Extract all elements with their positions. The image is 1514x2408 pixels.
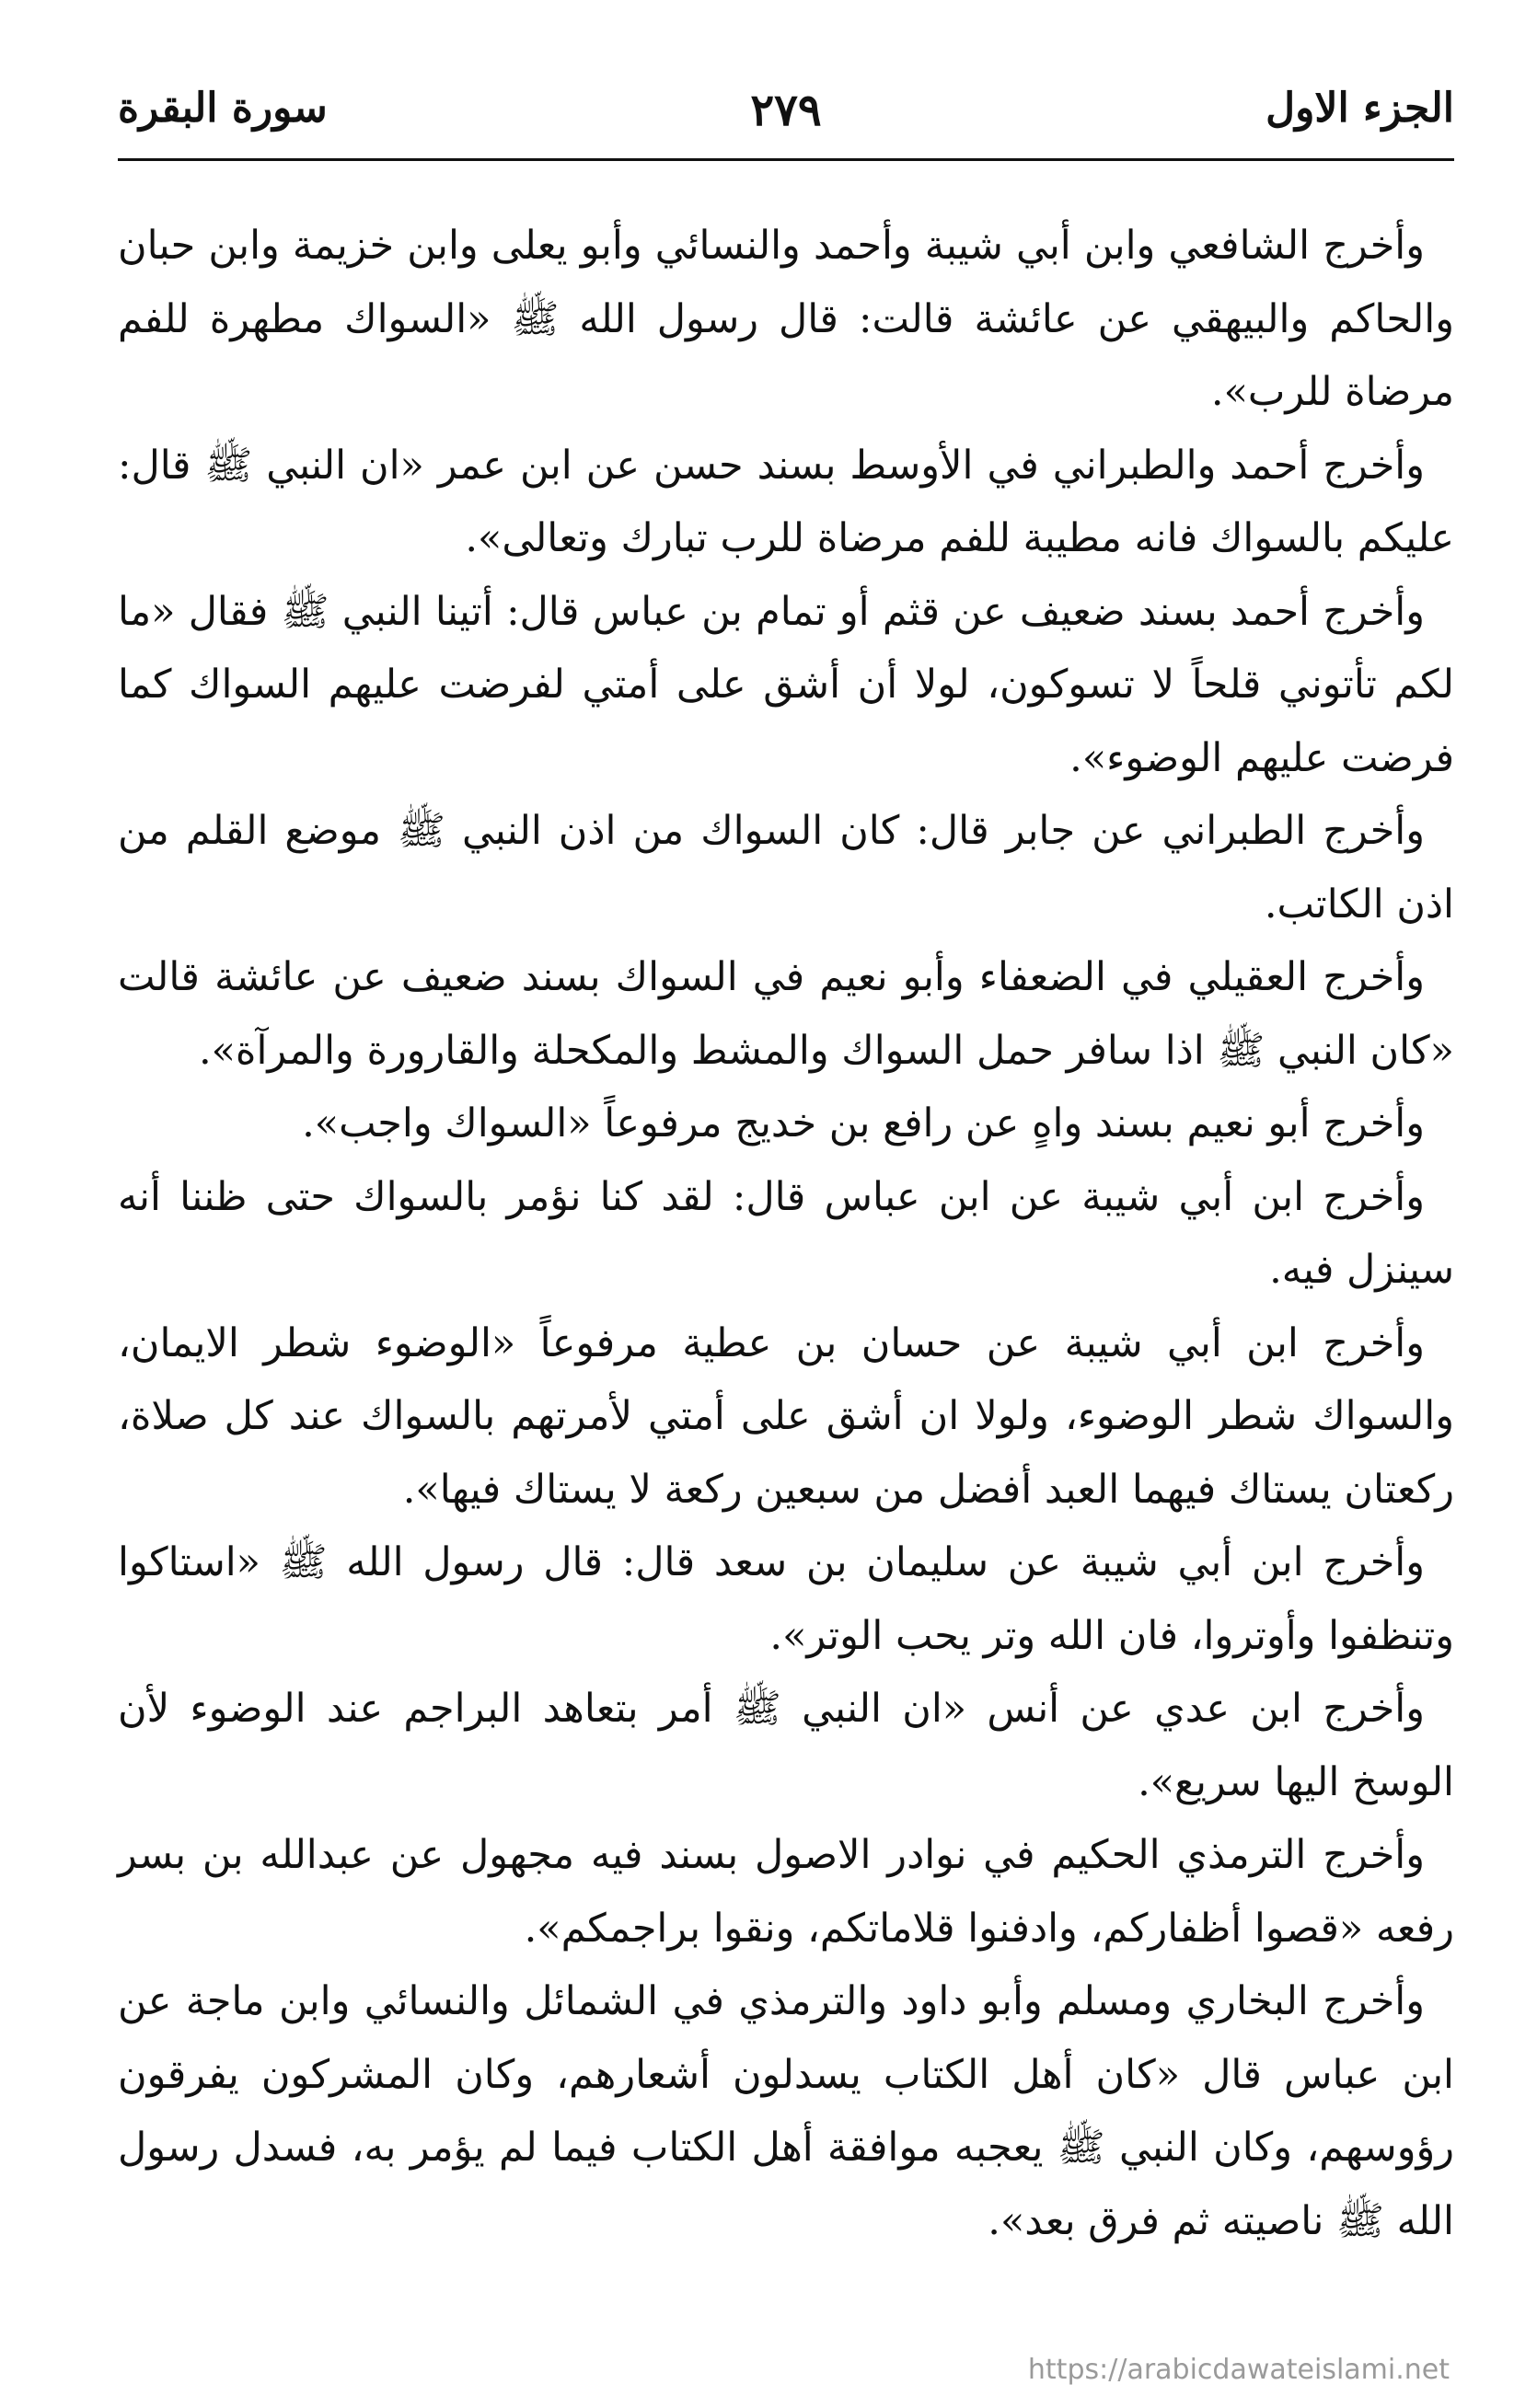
paragraph bbox=[118, 210, 1454, 430]
paragraph bbox=[118, 941, 1454, 1088]
page-body bbox=[118, 210, 1454, 2258]
paragraph-text: وأخرج الطبراني عن جابر قال: كان السواك من اذن النبي ﷺ موضع القلم من اذن الكاتب. bbox=[118, 808, 1454, 927]
paragraph bbox=[118, 576, 1454, 796]
part-title: الجزء الاول bbox=[1266, 85, 1454, 132]
page-number: ٢٧٩ bbox=[750, 85, 822, 136]
paragraph-text: وأخرج أحمد والطبراني في الأوسط بسند حسن عن ابن عمر «ان النبي ﷺ قال: عليكم بالسواك فانه مطيبة للفم مرضاة للرب تبارك وتعالى». bbox=[118, 442, 1454, 561]
paragraph-text: وأخرج الترمذي الحكيم في نوادر الاصول بسند فيه مجهول عن عبدالله بن بسر رفعه «قصوا أظفاركم، وادفنوا قلاماتكم، ونقوا براجمكم». bbox=[118, 1832, 1454, 1952]
page-header bbox=[118, 85, 1454, 149]
paragraph bbox=[118, 1673, 1454, 1819]
paragraph bbox=[118, 1308, 1454, 1527]
watermark-url: https://arabicdawateislami.net bbox=[1027, 2354, 1450, 2386]
paragraph bbox=[118, 430, 1454, 576]
surah-title: سورة البقرة bbox=[118, 85, 328, 132]
paragraph bbox=[118, 1819, 1454, 1965]
paragraph-text: وأخرج ابن أبي شيبة عن حسان بن عطية مرفوعاً «الوضوء شطر الايمان، والسواك شطر الوضوء، ولولا ان أشق على أمتي لأمرتهم بالسواك عند كل صلاة، ركعتان يستاك فيهما العبد أفضل من سبعين ركعة لا يستاك فيها». bbox=[118, 1319, 1454, 1513]
paragraph-text: وأخرج أبو نعيم بسند واهٍ عن رافع بن خديج مرفوعاً «السواك واجب». bbox=[302, 1100, 1425, 1146]
paragraph bbox=[118, 795, 1454, 941]
paragraph-text: وأخرج ابن أبي شيبة عن ابن عباس قال: لقد كنا نؤمر بالسواك حتى ظننا أنه سينزل فيه. bbox=[118, 1173, 1454, 1293]
paragraph-text: وأخرج العقيلي في الضعفاء وأبو نعيم في السواك بسند ضعيف عن عائشة قالت «كان النبي ﷺ اذا سافر حمل السواك والمشط والمكحلة والقارورة والمرآة». bbox=[118, 954, 1454, 1074]
paragraph bbox=[118, 1088, 1454, 1161]
paragraph bbox=[118, 1161, 1454, 1308]
paragraph bbox=[118, 1527, 1454, 1673]
paragraph-text: وأخرج ابن أبي شيبة عن سليمان بن سعد قال: قال رسول الله ﷺ «استاكوا وتنظفوا وأوتروا، فان الله وتر يحب الوتر». bbox=[118, 1539, 1454, 1659]
header-rule bbox=[118, 158, 1454, 161]
paragraph-text: وأخرج البخاري ومسلم وأبو داود والترمذي في الشمائل والنسائي وابن ماجة عن ابن عباس قال «كان أهل الكتاب يسدلون أشعارهم، وكان المشركون يفرقون رؤوسهم، وكان النبي ﷺ يعجبه موافقة أهل الكتاب فيما لم يؤمر به، فسدل رسول الله ﷺ ناصيته ثم فرق بعد». bbox=[118, 1978, 1454, 2244]
paragraph-text: وأخرج أحمد بسند ضعيف عن قثم أو تمام بن عباس قال: أتينا النبي ﷺ فقال «ما لكم تأتوني قلحاً لا تسوكون، لولا أن أشق على أمتي لفرضت عليهم السواك كما فرضت عليهم الوضوء». bbox=[118, 588, 1454, 781]
paragraph bbox=[118, 1965, 1454, 2258]
paragraph-text: وأخرج ابن عدي عن أنس «ان النبي ﷺ أمر بتعاهد البراجم عند الوضوء لأن الوسخ اليها سريع». bbox=[118, 1686, 1454, 1805]
paragraph-text: وأخرج الشافعي وابن أبي شيبة وأحمد والنسائي وأبو يعلى وابن خزيمة وابن حبان والحاكم والبيهقي عن عائشة قالت: قال رسول الله ﷺ «السواك مطهرة للفم مرضاة للرب». bbox=[118, 223, 1454, 415]
